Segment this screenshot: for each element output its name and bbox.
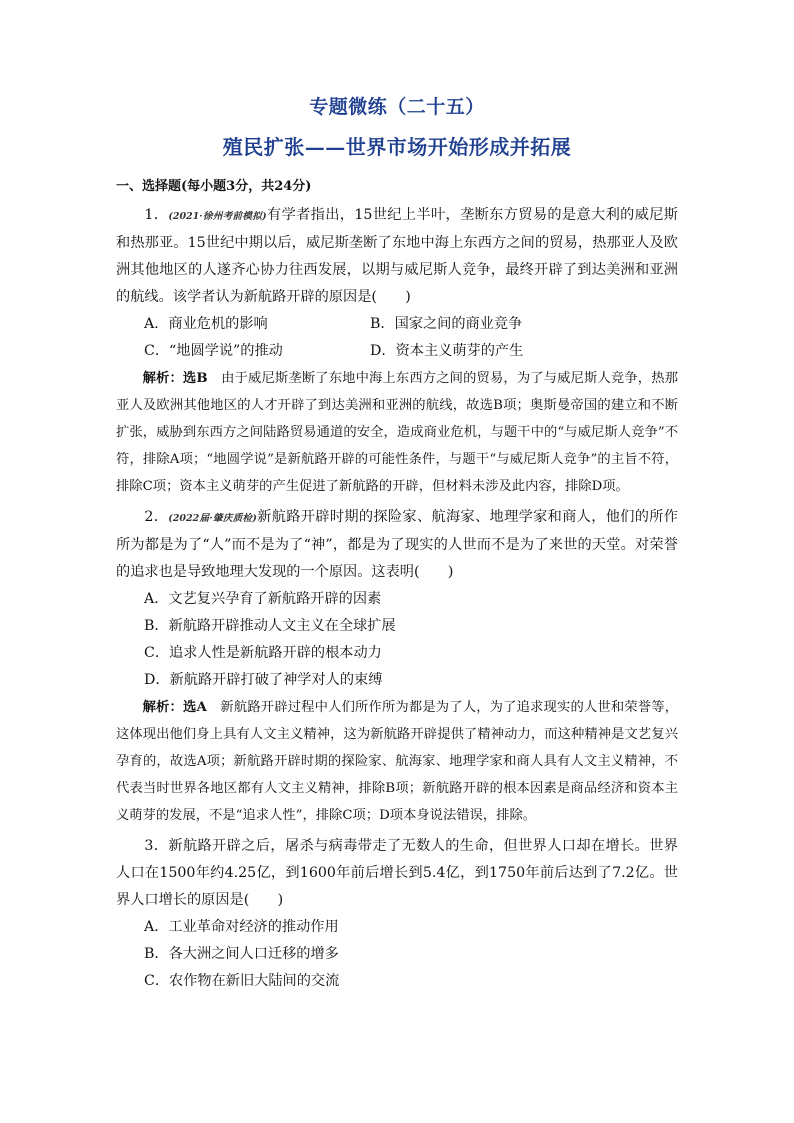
- question-3-stem: [116, 833, 678, 914]
- page-subtitle: 殖民扩张——世界市场开始形成并拓展: [222, 135, 572, 159]
- page-title: 专题微练（二十五）: [309, 96, 485, 118]
- option-b: B．各大洲之间人口迁移的增多: [144, 946, 339, 962]
- question-text: 有学者指出，15世纪上半叶，垄断东方贸易的是意大利的威尼斯和热那亚。15世纪中期以后，威尼斯垄断了东地中海上东西方之间的贸易，热那亚人及欧洲其他地区的人遂齐心协力往西发展，以期与威尼斯人竞争，最终开辟了到达美洲和亚洲的航线。该学者认为新航路开辟的原因是( ): [116, 207, 678, 305]
- analysis-label: 解析：选B: [142, 371, 208, 386]
- question-number: 3．: [144, 838, 169, 854]
- question-text: 新航路开辟时期的探险家、航海家、地理学家和商人，他们的所作所为都是为了“人”而不是为了“神”，都是为了现实的人世而不是为了来世的天堂。对荣誉的追求也是导致地理大发现的一个原因。这表明( ): [116, 509, 678, 580]
- question-2-options: [116, 586, 678, 694]
- question-text: 新航路开辟之后，屠杀与病毒带走了无数人的生命，但世界人口却在增长。世界人口在1500年约4.25亿，到1600年前后增长到5.4亿，到1750年前后达到了7.2亿。世界人口增长的原因是( ): [116, 838, 678, 908]
- option-b: B．国家之间的商业竞争: [370, 316, 523, 332]
- option-c: C．农作物在新旧大陆间的交流: [144, 973, 340, 989]
- question-1-analysis: [116, 365, 678, 500]
- document-page: [116, 96, 678, 995]
- option-b: B．新航路开辟推动人文主义在全球扩展: [144, 618, 396, 634]
- question-2-stem: [116, 504, 678, 586]
- option-c: C．“地圆学说”的推动: [144, 343, 283, 359]
- section-heading: 一、选择题(每小题3分，共24分): [116, 179, 312, 194]
- analysis-text: 新航路开辟过程中人们所作所为都是为了人，为了追求现实的人世和荣誉等，这体现出他们身上具有人文主义精神，这为新航路开辟提供了精神动力，而这种精神是文艺复兴孕育的，故选A项；新航路开辟时期的探险家、航海家、地理学家和商人具有人文主义精神，不代表当时世界各地区都有人文主义精神，排除B项；新航路开辟的根本因素是商品经济和资本主义萌芽的发展，不是“追求人性”，排除C项；D项本身说法错误，排除。: [116, 700, 678, 823]
- question-number: 2．: [144, 509, 169, 525]
- question-1-stem: [116, 202, 678, 311]
- question-1-options: [116, 311, 678, 365]
- question-source: (2022届·肇庆质检): [168, 513, 257, 524]
- question-2-analysis: [116, 694, 678, 829]
- question-3-options: [116, 914, 678, 995]
- option-a: A．商业危机的影响: [144, 316, 268, 332]
- option-d: D．新航路开辟打破了神学对人的束缚: [144, 672, 383, 688]
- option-c: C．追求人性是新航路开辟的根本动力: [144, 645, 382, 661]
- analysis-text: 由于威尼斯垄断了东地中海上东西方之间的贸易，为了与威尼斯人竞争，热那亚人及欧洲其他地区的人才开辟了到达美洲和亚洲的航线，故选B项；奥斯曼帝国的建立和不断扩张，威胁到东西方之间陆路贸易通道的安全，造成商业危机，与题干中的“与威尼斯人竞争”不符，排除A项；“地圆学说”是新航路开辟的可能性条件，与题干“与威尼斯人竞争”的主旨不符，排除C项；资本主义萌芽的产生促进了新航路的开辟，但材料未涉及此内容，排除D项。: [116, 371, 678, 494]
- question-source: (2021·徐州考前模拟): [168, 211, 267, 222]
- analysis-label: 解析：选A: [142, 700, 207, 715]
- question-number: 1．: [144, 207, 169, 223]
- option-a: A．工业革命对经济的推动作用: [144, 919, 339, 935]
- option-a: A．文艺复兴孕育了新航路开辟的因素: [144, 591, 382, 607]
- option-d: D．资本主义萌芽的产生: [370, 343, 524, 359]
